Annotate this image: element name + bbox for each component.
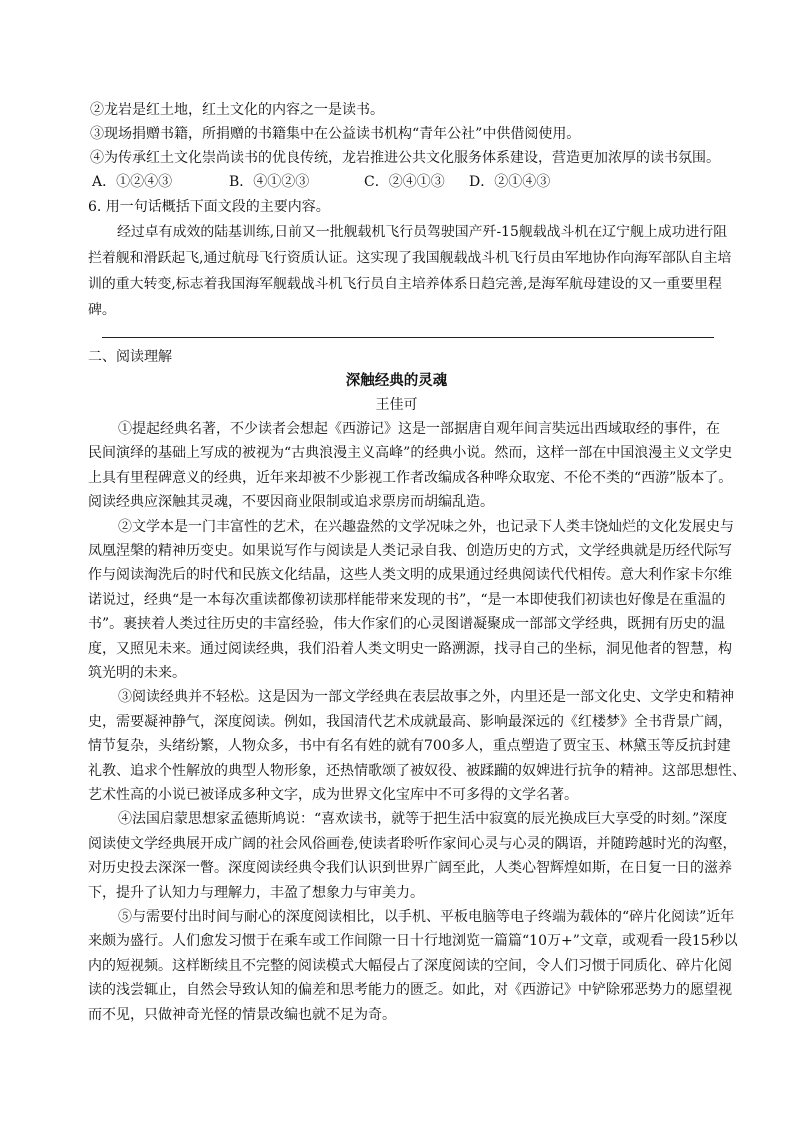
article-line: 礼教、追求个性解放的典型人物形象，还热情歌颂了被奴役、被蹂躏的奴婢进行抗争的精神。这部思想性、 [88, 762, 746, 779]
question-6-prompt: 6. 用一句话概括下面文段的主要内容。 [88, 199, 330, 215]
article-author: 王佳可 [375, 397, 418, 413]
article-line: 来颇为盛行。人们愈发习惯于在乘车或工作间隙一日十行地浏览一篇篇“10万+”文章，或观看一段15秒以 [88, 933, 738, 950]
article-line: 对历史投去深深一瞥。深度阅读经典令我们认识到世界广阔至此，人类心智辉煌如斯，在日复一日的滋养 [88, 860, 732, 877]
article-line: 史，需要凝神静气，深度阅读。例如，我国清代艺术成就最高、影响最深远的《红楼梦》全书背景广阔， [88, 713, 732, 730]
article-title: 深触经典的灵魂 [345, 372, 448, 389]
article-line: ②文学本是一门丰富性的艺术，在兴趣盎然的文学况味之外，也记录下人类丰饶灿烂的文化发展史与 [118, 518, 734, 535]
q6-line-2: 拦着舰和滑跃起飞,通过航母飞行资质认证。这实现了我国舰载战斗机飞行员由军地协作向海军部队自主培 [88, 250, 732, 266]
article-line: ⑤与需要付出时间与耐心的深度阅读相比，以手机、平板电脑等电子终端为载体的“碎片化阅读”近年 [118, 909, 735, 925]
article-line: 民间演绎的基础上写成的被视为“古典浪漫主义高峰”的经典小说。然而，这样一部在中国浪漫主义文学史 [88, 445, 733, 462]
q6-line-1: 经过卓有成效的陆基训练,日前又一批舰载机飞行员驾驶国产歼-15舰载战斗机在辽宁舰上成功进行阻 [117, 224, 728, 240]
answer-line [102, 337, 714, 338]
article-line: 凤凰涅槃的精神历变史。如果说写作与阅读是人类记录自我、创造历史的方式，文学经典就是历经代际写 [88, 543, 732, 559]
article-line: 情节复杂，头绪纷繁，人物众多，书中有名有姓的就有700多人，重点塑造了贾宝玉、林黛玉等反抗封建 [88, 738, 731, 755]
q6-line-3: 训的重大转变,标志着我国海军舰载战斗机飞行员自主培养体系日趋完善,是海军航母建设的又一重要里程 [88, 276, 722, 292]
option-3-line: ③现场捐赠书籍，所捐赠的书籍集中在公益读书机构“青年公社”中供借阅使用。 [90, 126, 581, 142]
article-line: 度，又照见未来。通过阅读经典，我们沿着人类文明史一路溯源，找寻自己的坐标，洞见他者的智慧，构 [88, 640, 732, 657]
article-line: 读的浅尝辄止，自然会导致认知的偏差和思考能力的匮乏。如此，对《西游记》中铲除邪恶势力的愿望视 [88, 982, 732, 999]
article-line: 阅读经典应深触其灵魂，不要因商业限制或追求票房而胡编乱造。 [88, 494, 494, 511]
article-line: 而不见，只做神奇光怪的情景改编也就不足为奇。 [88, 1006, 396, 1023]
option-4-line: ④为传承红土文化崇尚读书的优良传统，龙岩推进公共文化服务体系建设，营造更加浓厚的读书氛围。 [90, 150, 720, 166]
article-line: 下，提升了认知力与理解力，丰盈了想象力与审美力。 [88, 884, 424, 901]
option-2-line: ②龙岩是红土地，红土文化的内容之一是读书。 [90, 102, 384, 118]
article-line: 筑光明的未来。 [88, 665, 186, 681]
article-line: 艺术性高的小说已被译成多种文字，成为世界文化宝库中不可多得的文学名著。 [88, 787, 578, 803]
article-line: 上具有里程碑意义的经典，近年来却被不少影视工作者改编成各种哗众取宠、不伦不类的“西游”版本了。 [88, 469, 733, 486]
article-line: 作与阅读淘洗后的时代和民族文化结晶，这些人类文明的成果通过经典阅读代代相传。意大利作家卡尔维 [88, 567, 732, 584]
choice-c: C．②④①③ [364, 174, 445, 190]
section-heading: 二、阅读理解 [88, 349, 172, 365]
choice-d: D．②①④③ [469, 174, 551, 190]
choice-b: B．④①②③ [229, 174, 310, 190]
article-line: ①提起经典名著，不少读者会想起《西游记》这是一部据唐自观年间言奘远出西域取经的事件，在 [118, 421, 720, 437]
article-line: 阅读使文学经典展开成广阔的社会风俗画卷,使读者聆听作家间心灵与心灵的隅语，并随跨越时光的沟壑， [88, 835, 737, 852]
article-line: 诺说过，经典“是一本每次重读都像初读那样能带来发现的书”，“是一本即使我们初读也好像是在重温的 [88, 591, 726, 608]
q6-line-4: 碑。 [88, 302, 116, 318]
article-line: ④法国启蒙思想家孟德斯鸠说：“喜欢读书，就等于把生活中寂寞的辰光换成巨大享受的时刻。”深度 [118, 811, 728, 828]
choice-a: A．①②④③ [92, 174, 173, 190]
article-line: 书”。裹挟着人类过往历史的丰富经验，伟大作家们的心灵图谱凝聚成一部部文学经典，既拥有历史的温 [88, 616, 726, 633]
article-line: ③阅读经典并不轻松。这是因为一部文学经典在表层故事之外，内里还是一部文化史、文学史和精神 [118, 689, 734, 706]
article-line: 内的短视频。这样断续且不完整的阅读模式大幅侵占了深度阅读的空间，令人们习惯于同质化、碎片化阅 [88, 957, 732, 974]
